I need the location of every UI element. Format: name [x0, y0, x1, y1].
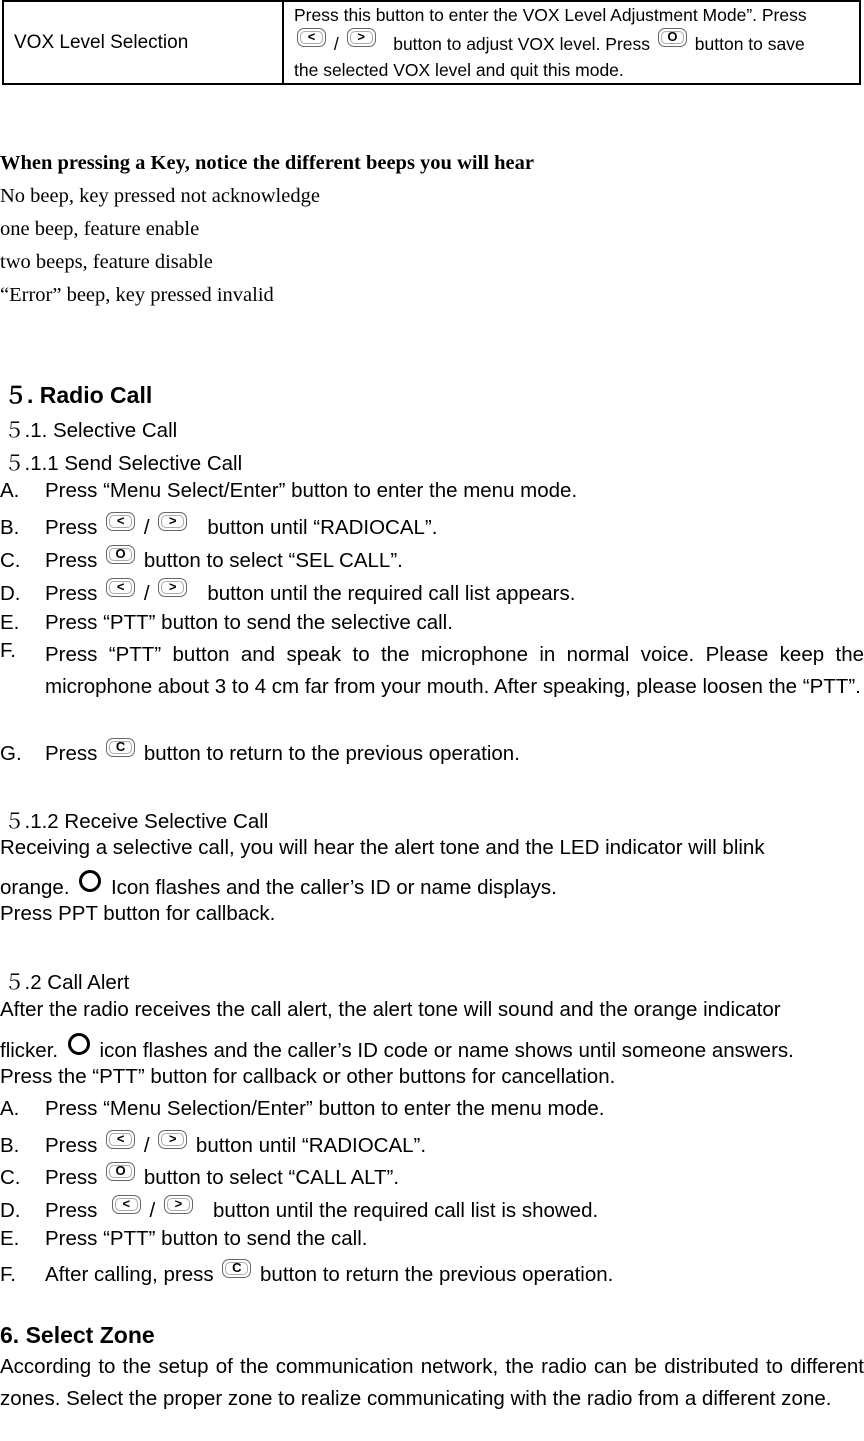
paragraph-line: flicker. icon flashes and the caller’s ID code or name shows until someone answers.	[0, 1033, 794, 1063]
ok-key-icon: O	[658, 28, 687, 47]
vox-label: VOX Level Selection	[14, 31, 189, 53]
call-indicator-icon	[68, 1033, 90, 1055]
right-key-icon: >	[158, 1130, 187, 1149]
list-item: F. After calling, press C button to return the previous operation.	[0, 1260, 614, 1286]
left-key-icon: <	[106, 1130, 135, 1149]
ok-key-icon: O	[106, 1162, 135, 1181]
right-key-icon: >	[158, 578, 187, 597]
beep-line: “Error” beep, key pressed invalid	[0, 284, 274, 306]
list-item: C. Press O button to select “SEL CALL”.	[0, 546, 403, 572]
left-key-icon: <	[106, 512, 135, 531]
list-item: C. Press O button to select “CALL ALT”.	[0, 1163, 400, 1189]
vox-desc-text: the selected VOX level and quit this mode.	[294, 60, 624, 80]
ok-key-icon: O	[106, 545, 135, 564]
vox-desc-text: Press this button to enter the VOX Level Adjustment Mode”. Press	[294, 5, 807, 25]
paragraph-line: Press the “PTT” button for callback or other buttons for cancellation.	[0, 1065, 616, 1088]
vox-desc-text: button to save	[694, 34, 805, 54]
section-title: ５. Radio Call	[4, 382, 153, 408]
list-item: G. Press C button to return to the previous operation.	[0, 739, 520, 765]
table-row	[3, 1, 860, 84]
beep-line: two beeps, feature disable	[0, 251, 213, 273]
list-item: A. Press “Menu Select/Enter” button to enter the menu mode.	[0, 479, 578, 502]
vox-label-cell	[3, 1, 283, 84]
subsection-title: ５.1. Selective Call	[4, 419, 178, 442]
list-item: E. Press “PTT” button to send the selective call.	[0, 611, 453, 634]
vox-desc-text: button to adjust VOX level. Press	[393, 34, 651, 54]
separator: /	[333, 34, 339, 54]
left-key-icon: <	[112, 1195, 141, 1214]
left-key-icon: <	[106, 578, 135, 597]
subsection-title: ５.2 Call Alert	[4, 971, 130, 994]
beep-line: one beep, feature enable	[0, 218, 200, 240]
list-item: B. Press < / > button until “RADIOCAL”.	[0, 1131, 427, 1157]
vox-desc-cell	[283, 1, 860, 84]
clear-key-icon: C	[222, 1259, 251, 1278]
paragraph: According to the setup of the communication network, the radio can be distributed to different zones. Select the proper zone to realize communicating with the radio from a different zone.	[0, 1355, 864, 1410]
clear-key-icon: C	[106, 738, 135, 757]
vox-table	[2, 0, 861, 85]
subsection-title: ５.1.1 Send Selective Call	[4, 452, 243, 475]
left-key-icon: <	[297, 28, 326, 47]
paragraph-line: Press PPT button for callback.	[0, 902, 276, 925]
right-key-icon: >	[347, 28, 376, 47]
list-item: B. Press < / > button until “RADIOCAL”.	[0, 513, 438, 539]
right-key-icon: >	[164, 1195, 193, 1214]
section-title: 6. Select Zone	[0, 1322, 155, 1348]
right-key-icon: >	[158, 512, 187, 531]
paragraph-line: orange. Icon flashes and the caller’s ID or name displays.	[0, 870, 557, 900]
list-item: Press “PTT” button and speak to the microphone in normal voice. Please keep the microphone about 3 to 4 cm far from your mouth. After speaking, please loosen the “PTT”.	[45, 643, 864, 698]
subsection-title: ５.1.2 Receive Selective Call	[4, 810, 269, 833]
list-item: A. Press “Menu Selection/Enter” button to enter the menu mode.	[0, 1097, 605, 1120]
paragraph: After the radio receives the call alert, the alert tone will sound and the orange indicator	[0, 998, 781, 1021]
list-item-label: F.	[0, 639, 16, 662]
paragraph: Receiving a selective call, you will hear the alert tone and the LED indicator will blink	[0, 836, 765, 859]
list-item: E. Press “PTT” button to send the call.	[0, 1227, 368, 1250]
beeps-title: When pressing a Key, notice the different beeps you will hear	[0, 152, 534, 174]
list-item: D. Press < / > button until the required call list is showed.	[0, 1196, 599, 1222]
list-item: D. Press < / > button until the required call list appears.	[0, 579, 576, 605]
call-indicator-icon	[79, 870, 101, 892]
beep-line: No beep, key pressed not acknowledge	[0, 185, 320, 207]
